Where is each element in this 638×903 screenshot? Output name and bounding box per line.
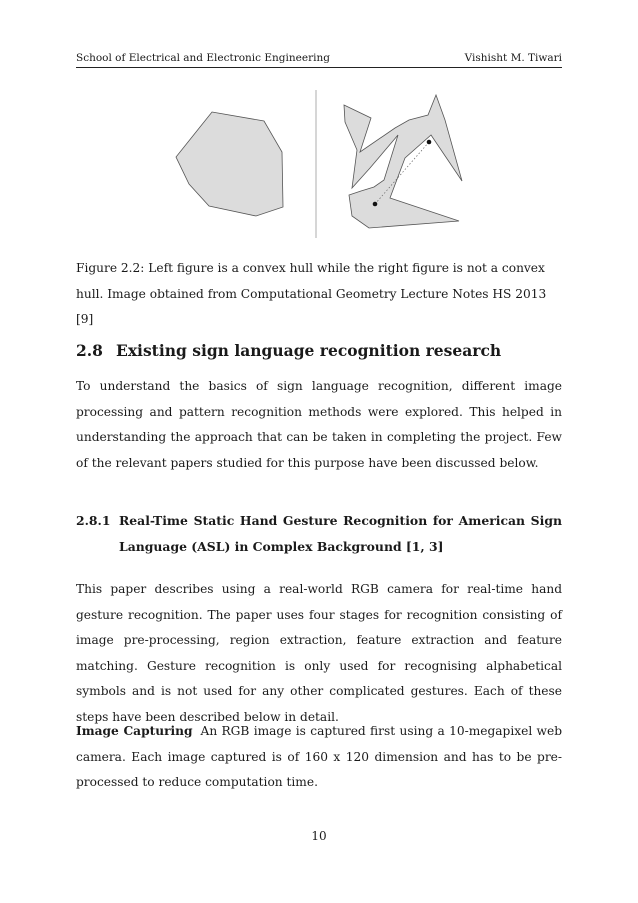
header-rule	[76, 67, 562, 68]
figure-2-2	[0, 80, 638, 250]
subsection-title: Real-Time Static Hand Gesture Recognition for American Sign Language (ASL) in Complex Background [1, 3]	[119, 513, 562, 554]
figure-caption: Figure 2.2: Left figure is a convex hull while the right figure is not a convex hull. Image obtained from Computational Geometry Lecture Notes HS 2013 [9]	[76, 261, 547, 326]
section-heading	[76, 341, 501, 360]
header-author: Vishisht M. Tiwari	[464, 52, 562, 64]
section-number: 2.8	[76, 341, 103, 360]
header-school: School of Electrical and Electronic Engineering	[76, 52, 330, 64]
convex-hull-figure	[0, 80, 638, 250]
paragraph-run-text: An RGB image is captured first using a 10-megapixel web camera. Each image captured is of 160 x 120 dimension and has to be pre-processed to reduce computation time.	[76, 724, 562, 789]
point-a	[427, 140, 432, 145]
subsection-paragraph: This paper describes using a real-world RGB camera for real-time hand gesture recognition. The paper uses four stages for recognition consisting of image pre-processing, region extraction, feature extraction and feature matching. Gesture recognition is only used for recognising alphabetical symbols and is not used for any other complicated gestures. Each of these steps have been described below in detail.	[76, 582, 562, 724]
convex-polygon	[176, 112, 283, 216]
section-title: Existing sign language recognition research	[116, 341, 502, 360]
subsection-number: 2.8.1	[76, 513, 111, 528]
non-convex-polygon	[344, 95, 462, 228]
point-b	[373, 202, 378, 207]
paragraph-run-head: Image Capturing	[76, 724, 193, 738]
section-paragraph: To understand the basics of sign language recognition, different image processing and pattern recognition methods were explored. This helped in understanding the approach that can be taken in completing the project. Few of the relevant papers studied for this purpose have been discussed below.	[76, 379, 562, 470]
page-number: 10	[311, 829, 327, 843]
running-header	[76, 52, 562, 66]
image-capturing-paragraph	[76, 719, 562, 796]
